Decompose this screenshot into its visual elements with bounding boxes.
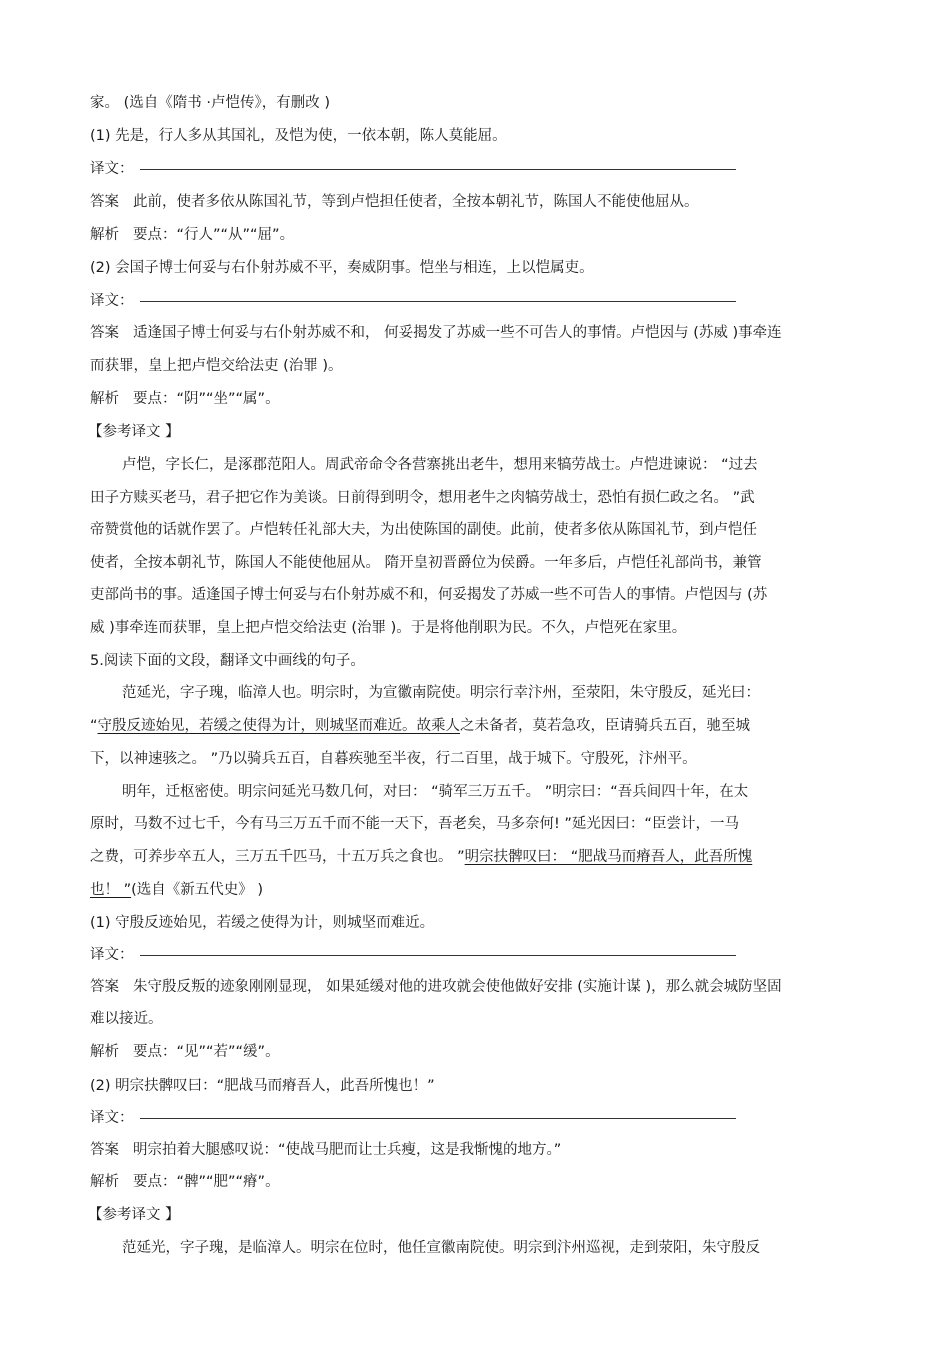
passage-line: 也！ ”(选自《新五代史》 ) (90, 882, 264, 898)
question-5-2: (2) 明宗扶髀叹曰：“肥战马而瘠吾人，此吾所愧也！” (90, 1078, 435, 1094)
source-citation: 家。 (选自《隋书 ·卢恺传》，有删改 ) (90, 95, 330, 111)
analysis-5-1: 解析 要点：“见”“若”“缓”。 (90, 1044, 280, 1060)
passage-line: “守殷反迹始见，若缓之使得为计，则城坚而难近。故乘人之未备者，莫若急攻，臣请骑兵五百，驰至城 (90, 718, 751, 734)
answer-2-cont: 而获罪，皇上把卢恺交给法吏 (治罪 )。 (90, 358, 343, 374)
blank-line (140, 168, 736, 170)
translation-blank: 译文： (90, 945, 870, 965)
passage-line: 明年，迁枢密使。明宗问延光马数几何，对曰： “骑军三万五千。 ”明宗曰：“吾兵间四十年，在太 (122, 784, 749, 800)
passage-line: 范延光，字子瑰，临漳人也。明宗时，为宣徽南院使。明宗行幸汴州，至荥阳，朱守殷反，延光曰： (122, 685, 760, 701)
question-1: (1) 先是，行人多从其国礼，及恺为使，一依本朝，陈人莫能屈。 (90, 128, 507, 144)
analysis-1: 解析 要点：“行人”“从”“屈”。 (90, 227, 295, 243)
answer-1: 答案 此前，使者多依从陈国礼节，等到卢恺担任使者，全按本朝礼节，陈国人不能使他屈从。 (90, 194, 699, 210)
answer-5-1: 答案 朱守殷反叛的迹象刚刚显现， 如果延缓对他的进攻就会使他做好安排 (实施计谋 )，那么就会城防坚固 (90, 979, 782, 995)
reference-translation-header: 【参考译文 】 (88, 1207, 180, 1223)
reference-translation-header: 【参考译文 】 (88, 424, 180, 440)
question-5-heading: 5.阅读下面的文段，翻译文中画线的句子。 (90, 653, 365, 669)
analysis-2: 解析 要点：“阴”“坐”“属”。 (90, 391, 280, 407)
question-2: (2) 会国子博士何妥与右仆射苏威不平，奏威阴事。恺坐与相连，上以恺属吏。 (90, 260, 594, 276)
answer-5-2: 答案 明宗拍着大腿感叹说：“使战马肥而让士兵瘦，这是我惭愧的地方。” (90, 1142, 562, 1158)
translation-blank: 译文： (90, 291, 870, 311)
paragraph-line: 威 )事牵连而获罪，皇上把卢恺交给法吏 (治罪 )。于是将他削职为民。不久，卢恺死在家里。 (90, 620, 687, 636)
paragraph-line: 卢恺，字长仁，是涿郡范阳人。周武帝命令各营寨挑出老牛，想用来犒劳战士。卢恺进谏说： “过去 (122, 457, 758, 473)
paragraph-line: 吏部尚书的事。适逢国子博士何妥与右仆射苏威不和，何妥揭发了苏威一些不可告人的事情。卢恺因与 (苏 (90, 587, 768, 603)
underlined-sentence: 守殷反迹始见，若缓之使得为计，则城坚而难近。故乘人 (97, 718, 461, 734)
analysis-5-2: 解析 要点：“髀”“肥”“瘠”。 (90, 1174, 280, 1190)
paragraph-line: 范延光，字子瑰，是临漳人。明宗在位时，他任宣徽南院使。明宗到汴州巡视，走到荥阳，朱守殷反 (122, 1240, 760, 1256)
passage-line: 原时，马数不过七千，今有马三万五千而不能一天下，吾老矣，马多奈何! ”延光因曰：“臣尝计，一马 (90, 816, 739, 832)
blank-line (140, 1117, 736, 1119)
translation-blank: 译文： (90, 159, 870, 179)
blank-line (140, 954, 736, 956)
paragraph-line: 田子方赎买老马，君子把它作为美谈。日前得到明令，想用老牛之肉犒劳战士，恐怕有损仁政之名。 ”武 (90, 490, 755, 506)
question-5-1: (1) 守殷反迹始见，若缓之使得为计，则城坚而难近。 (90, 915, 435, 931)
paragraph-line: 帝赞赏他的话就作罢了。卢恺转任礼部大夫，为出使陈国的副使。此前，使者多依从陈国礼节，到卢恺任 (90, 522, 757, 538)
underlined-sentence: 明宗扶髀叹曰： “肥战马而瘠吾人，此吾所愧 (464, 849, 753, 865)
passage-line: 之费，可养步卒五人，三万五千匹马，十五万兵之食也。 ”明宗扶髀叹曰： “肥战马而瘠吾人，此吾所愧 (90, 849, 753, 865)
blank-line (140, 300, 736, 302)
underlined-sentence: 也！ ” (90, 882, 132, 898)
answer-5-1-cont: 难以接近。 (90, 1011, 163, 1027)
passage-line: 下，以神速骇之。 ”乃以骑兵五百，自暮疾驰至半夜，行二百里，战于城下。守殷死，汴州平。 (90, 751, 697, 767)
translation-blank: 译文： (90, 1108, 870, 1128)
answer-2: 答案 适逢国子博士何妥与右仆射苏威不和， 何妥揭发了苏威一些不可告人的事情。卢恺因与 (苏威 )事牵连 (90, 325, 782, 341)
paragraph-line: 使者，全按本朝礼节，陈国人不能使他屈从。 隋开皇初晋爵位为侯爵。一年多后，卢恺任礼部尚书，兼管 (90, 555, 762, 571)
